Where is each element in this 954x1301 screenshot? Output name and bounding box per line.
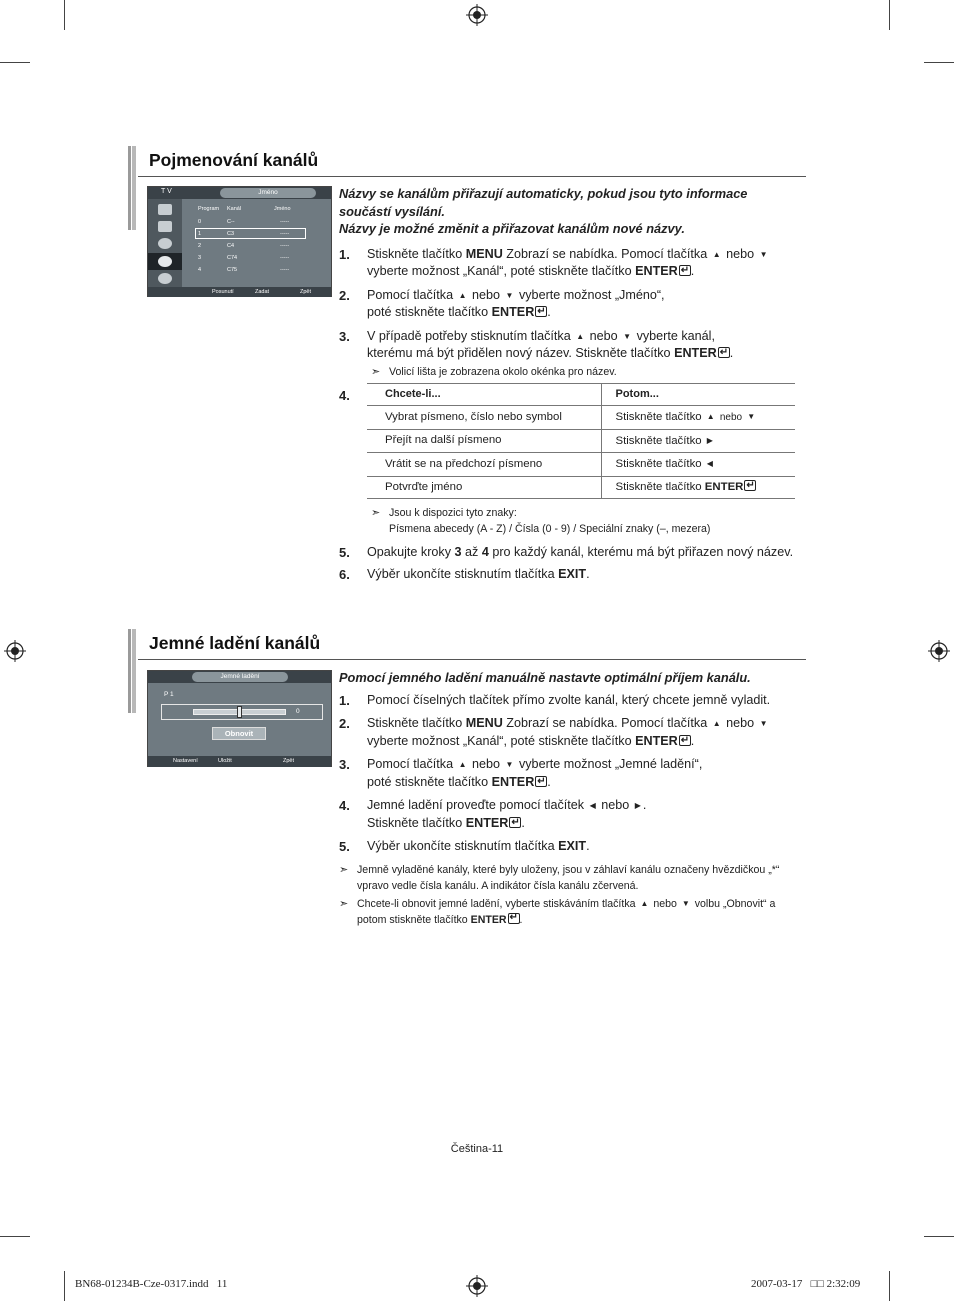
tv-cell-channel: C4 — [227, 243, 235, 249]
fine-tune-slider-box — [161, 704, 323, 720]
note-arrow-icon: ➣ — [339, 897, 349, 910]
tv-foot-adjust: Nastavení — [173, 758, 198, 764]
crop-mark — [924, 62, 954, 63]
crop-mark — [924, 1236, 954, 1237]
crop-mark — [64, 1271, 65, 1301]
step-6 — [339, 566, 801, 584]
section-accent-bar — [128, 146, 136, 230]
step-text: . — [547, 774, 551, 789]
menu-key: MENU — [465, 716, 503, 730]
enter-icon — [679, 735, 691, 746]
step-text: kterému má být přidělen nový název. Stiskněte tlačítko — [367, 346, 675, 360]
tv-screen-fine-tune — [147, 670, 332, 767]
tv-cell-channel: C75 — [227, 267, 238, 273]
step-text: Pomocí tlačítka — [367, 287, 457, 302]
table-row — [367, 453, 795, 477]
footer-file: BN68-01234B-Cze-0317.indd 11 — [75, 1278, 228, 1290]
tv-footer — [148, 287, 331, 297]
table-cell: Vybrat písmeno, číslo nebo symbol — [367, 406, 601, 430]
slider-thumb[interactable] — [237, 706, 242, 718]
tv-cell-program: 2 — [198, 243, 202, 249]
section-accent-bar — [128, 629, 136, 713]
step-number: 3. — [339, 328, 350, 344]
tv-menu-icon-sound — [158, 221, 172, 232]
step-text: Výběr ukončíte stisknutím tlačítka — [367, 839, 559, 853]
left-arrow-icon: ◀ — [589, 801, 596, 810]
step-text: vyberte kanál, — [633, 328, 715, 343]
table-header-row — [367, 383, 795, 406]
step-text: poté stiskněte tlačítko — [367, 305, 492, 319]
step-2 — [339, 287, 801, 322]
step-text: Zobrazí se nabídka. Pomocí tlačítka — [502, 716, 711, 730]
crop-mark — [889, 1271, 890, 1301]
step-text: Jemné ladění proveďte pomocí tlačítek — [367, 798, 588, 812]
note-arrow-icon: ➣ — [371, 365, 381, 378]
up-arrow-icon: ▲ — [706, 412, 715, 421]
step-4 — [339, 383, 801, 500]
step-number: 4. — [339, 798, 350, 813]
table-cell: Potvrďte jméno — [367, 476, 601, 499]
menu-key: MENU — [465, 246, 503, 261]
down-arrow-icon: ▼ — [505, 290, 514, 300]
step-1 — [339, 692, 801, 710]
registration-mark-icon — [466, 1275, 488, 1297]
tv-header — [148, 187, 331, 199]
footer-date: 2007-03-17 □□ 2:32:09 — [751, 1278, 861, 1290]
page-label: Čeština-11 — [450, 1143, 504, 1155]
step-text: . — [586, 566, 590, 581]
tv-header — [148, 671, 331, 683]
down-arrow-icon: ▼ — [505, 760, 514, 769]
tv-program: P 1 — [164, 691, 174, 698]
enter-key: ENTER — [491, 305, 535, 319]
step-1 — [339, 246, 801, 281]
step-text: . — [586, 839, 590, 853]
tv-foot-enter: Zadat — [255, 289, 270, 295]
tv-menu-icon-picture — [158, 204, 172, 215]
step-3 — [339, 328, 801, 363]
enter-icon — [535, 306, 547, 317]
right-arrow-icon: ▶ — [634, 801, 641, 810]
tv-col-channel: Kanál — [227, 206, 242, 212]
note-text: Jsou k dispozici tyto znaky: — [389, 507, 517, 519]
note-arrow-icon: ➣ — [339, 863, 349, 876]
step-ref: 4 — [481, 545, 489, 559]
section-title: Jemné ladění kanálů — [149, 633, 321, 653]
table-cell — [601, 429, 795, 453]
step-text: vyberte možnost „Kanál“, poté stiskněte tlačítko — [367, 264, 636, 278]
crop-mark — [0, 1236, 30, 1237]
tv-cell-program: 0 — [198, 219, 202, 225]
up-arrow-icon: ▲ — [576, 331, 585, 341]
options-table — [367, 383, 795, 500]
table-cell: Vrátit se na předchozí písmeno — [367, 453, 601, 477]
down-arrow-icon: ▼ — [747, 412, 756, 421]
enter-icon — [718, 347, 730, 358]
step-text: poté stiskněte tlačítko — [367, 774, 492, 789]
down-arrow-icon: ▼ — [759, 249, 768, 259]
step-text: nebo — [472, 757, 501, 771]
tv-cell-channel: C-- — [227, 219, 235, 225]
step-text: V případě potřeby stisknutím tlačítka — [367, 328, 575, 343]
exit-key: EXIT — [558, 839, 587, 853]
down-arrow-icon: ▼ — [623, 331, 632, 341]
note-text: . — [519, 913, 523, 926]
table-row — [367, 406, 795, 430]
up-arrow-icon: ▲ — [712, 249, 721, 259]
table-cell — [601, 476, 795, 499]
step-number: 6. — [339, 566, 350, 582]
step-text: . — [729, 346, 734, 360]
cell-text: Stiskněte tlačítko — [615, 434, 702, 447]
tv-cell-program: 3 — [198, 255, 202, 261]
registration-mark-icon — [4, 640, 26, 662]
down-arrow-icon: ▼ — [681, 898, 690, 908]
tv-col-name: Jméno — [274, 206, 291, 212]
tv-cell-name: ----- — [280, 267, 290, 273]
enter-icon — [509, 817, 521, 828]
tv-menu-icon-setup — [158, 256, 172, 267]
enter-icon — [744, 480, 756, 491]
tv-foot-back: Zpět — [283, 758, 295, 764]
step-text: Stiskněte tlačítko — [367, 716, 466, 730]
tv-cell-name: ----- — [280, 255, 290, 261]
table-header-cell: Potom... — [601, 383, 795, 406]
step-5 — [339, 838, 801, 856]
intro-text — [339, 185, 801, 238]
cell-text: Stiskněte tlačítko — [615, 480, 702, 493]
crop-mark — [0, 62, 30, 63]
step-text: až — [461, 545, 482, 559]
up-arrow-icon: ▲ — [458, 290, 467, 300]
step-number: 2. — [339, 716, 350, 731]
step-text: Zobrazí se nabídka. Pomocí tlačítka — [502, 246, 711, 261]
section-rule — [138, 659, 806, 660]
fine-tune-value: 0 — [296, 708, 300, 715]
section-title: Pojmenování kanálů — [149, 150, 319, 170]
step-number: 5. — [339, 545, 350, 560]
tv-menu-icon-channel — [158, 238, 172, 249]
step-number: 1. — [339, 246, 350, 262]
crop-mark — [64, 0, 65, 30]
step-text: . — [642, 798, 647, 812]
tv-cell-program: 4 — [198, 267, 202, 273]
cell-text: Stiskněte tlačítko — [615, 411, 702, 423]
up-arrow-icon: ▲ — [640, 898, 649, 908]
step-text: nebo — [589, 328, 618, 343]
fine-tune-slider[interactable] — [193, 709, 286, 715]
down-arrow-icon: ▼ — [759, 719, 768, 728]
step-4 — [339, 797, 801, 832]
step-text: . — [521, 815, 525, 830]
step-text: . — [547, 305, 551, 319]
table-cell: Přejít na další písmeno — [367, 429, 601, 453]
step-text: Pomocí tlačítka — [367, 757, 457, 771]
registration-mark-icon — [928, 640, 950, 662]
note — [339, 505, 801, 537]
tv-side-menu — [148, 199, 182, 287]
step-number: 2. — [339, 287, 350, 303]
enter-key: ENTER — [674, 346, 717, 360]
table-header-cell: Chcete-li... — [367, 383, 601, 406]
registration-mark-icon — [466, 4, 488, 26]
enter-key: ENTER — [704, 480, 744, 493]
tv-cell-name: ----- — [280, 243, 290, 249]
intro-text: Pomocí jemného ladění manuálně nastavte optimální příjem kanálu. — [339, 670, 751, 685]
enter-key: ENTER — [491, 774, 535, 789]
right-arrow-icon: ▶ — [706, 435, 713, 445]
tv-content — [148, 683, 331, 756]
step-text: . — [690, 264, 695, 278]
tv-cell-name: ----- — [280, 219, 290, 225]
intro-line-1: Názvy se kanálům přiřazují automaticky, pokud jsou tyto informace součástí vysílání. — [339, 186, 748, 219]
exit-key: EXIT — [558, 566, 587, 581]
table-cell — [601, 406, 795, 430]
tv-cell-channel: C3 — [227, 231, 235, 237]
note-text: Chcete-li obnovit jemné ladění, vyberte stiskáváním tlačítka — [357, 897, 639, 910]
step-text: nebo — [472, 287, 501, 302]
intro-line-2: Názvy je možné změnit a přiřazovat kanálům nové názvy. — [339, 221, 685, 236]
tv-foot-save: Uložit — [218, 758, 232, 764]
enter-key: ENTER — [635, 733, 678, 748]
cell-text: Stiskněte tlačítko — [615, 458, 702, 470]
step-text: pro každý kanál, kterému má být přiřazen nový název. — [488, 545, 794, 559]
note-text: Volicí lišta je zobrazena okolo okénka pro název. — [389, 365, 617, 378]
note — [339, 862, 801, 894]
step-text: Výběr ukončíte stisknutím tlačítka — [367, 566, 559, 581]
step-2 — [339, 715, 801, 750]
note-text: Písmena abecedy (A - Z) / Čísla (0 - 9) / Speciální znaky (–, mezera) — [389, 523, 711, 535]
cell-text: nebo — [719, 412, 743, 423]
up-arrow-icon: ▲ — [458, 760, 467, 769]
step-ref: 3 — [454, 545, 462, 559]
table-row — [367, 429, 795, 453]
tv-foot-back: Zpět — [300, 289, 312, 295]
step-text: Pomocí číselných tlačítek přímo zvolte kanál, který chcete jemně vyladit. — [367, 692, 771, 707]
step-number: 3. — [339, 757, 350, 772]
tv-header-tab: Jméno — [220, 188, 316, 198]
tv-cell-name: ----- — [280, 231, 290, 237]
section2-text — [339, 669, 801, 928]
enter-key: ENTER — [470, 913, 507, 926]
enter-icon — [535, 776, 547, 787]
reset-button[interactable]: Obnovit — [212, 727, 266, 740]
tv-footer — [148, 756, 331, 767]
enter-icon — [508, 913, 520, 924]
enter-key: ENTER — [465, 815, 509, 830]
note — [339, 896, 801, 928]
step-text: Stiskněte tlačítko — [367, 246, 466, 261]
note-text: volbu „Obnovit“ a potom stiskněte tlačítko — [357, 897, 776, 926]
enter-icon — [679, 265, 691, 276]
enter-key: ENTER — [635, 264, 678, 278]
step-text: vyberte možnost „Kanál“, poté stiskněte tlačítko — [367, 733, 636, 748]
table-cell — [601, 453, 795, 477]
note-arrow-icon: ➣ — [371, 507, 381, 519]
tv-menu-icon-input — [158, 273, 172, 284]
step-text: nebo — [601, 798, 630, 812]
tv-header-label: T V — [161, 188, 172, 195]
step-number: 5. — [339, 839, 350, 854]
step-number: 1. — [339, 692, 350, 708]
step-text: vyberte možnost „Jméno“, — [515, 287, 665, 302]
tv-cell-program: 1 — [198, 231, 202, 237]
note-text: Jemně vyladěné kanály, které byly uloženy, jsou v záhlaví kanálu označeny hvězdičkou „*“ vpravo vedle čísla kanálu. A indikátor čísla kanálu zčervená. — [357, 863, 780, 892]
left-arrow-icon: ◀ — [706, 459, 713, 468]
tv-foot-move: Posunutí — [212, 289, 234, 295]
step-text: Stiskněte tlačítko — [367, 815, 466, 830]
tv-content — [182, 199, 331, 287]
section-rule — [138, 176, 806, 177]
step-3 — [339, 756, 801, 791]
tv-col-program: Program — [198, 206, 220, 212]
tv-screen-channel-name — [147, 186, 332, 297]
section1-text — [339, 185, 801, 583]
tv-cell-channel: C74 — [227, 255, 238, 261]
up-arrow-icon: ▲ — [712, 719, 721, 728]
step-text: . — [690, 733, 695, 748]
crop-mark — [889, 0, 890, 30]
step-text: nebo — [726, 716, 755, 730]
tv-header-tab: Jemné ladění — [192, 672, 288, 682]
step-text: vyberte možnost „Jemné ladění“, — [515, 757, 703, 771]
step-5 — [339, 544, 801, 562]
step-text: nebo — [726, 246, 755, 261]
note-text: nebo — [653, 897, 677, 910]
table-row — [367, 476, 795, 499]
note — [339, 364, 801, 380]
step-number: 4. — [339, 387, 350, 403]
step-text: Opakujte kroky — [367, 545, 455, 559]
tv-row-selected — [195, 228, 306, 239]
